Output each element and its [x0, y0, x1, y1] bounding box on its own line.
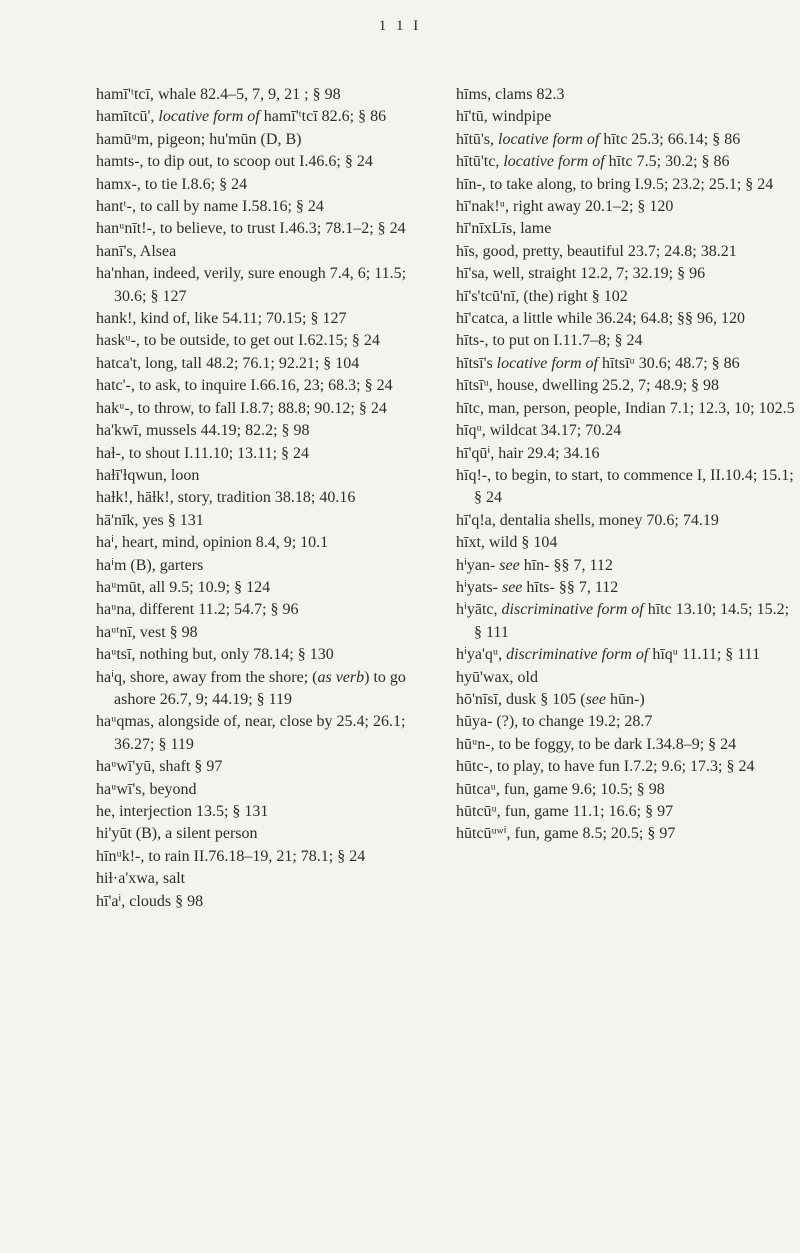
dictionary-entry — [96, 398, 434, 420]
entry-headword: hanī's, — [96, 242, 137, 260]
entry-definition: whale 82.4–5, 7, 9, 21 ; § 98 — [153, 86, 341, 103]
entry-definition: to throw, to fall I.8.7; 88.8; 90.12; § 24 — [133, 399, 387, 417]
dictionary-entry — [456, 330, 800, 352]
entry-definition: to begin, to start, to commence I, II.10.4; 15.1; § 24 — [474, 466, 794, 507]
entry-definition: a little while 36.24; 64.8; §§ 96, 120 — [508, 310, 746, 328]
dictionary-entry — [96, 84, 434, 106]
entry-italic-note: see — [499, 556, 520, 574]
dictionary-entry — [96, 420, 434, 442]
entry-headword: haⁱ, — [96, 534, 118, 552]
entry-headword: hatca't, — [96, 354, 142, 372]
entry-definition: good, pretty, beautiful 23.7; 24.8; 38.21 — [478, 242, 737, 260]
dictionary-entry — [96, 174, 434, 196]
dictionary-entry — [96, 263, 434, 308]
dictionary-entry — [96, 353, 434, 375]
dictionary-entry — [96, 555, 434, 577]
dictionary-entry — [96, 846, 434, 868]
entry-headword: haɫk!, hāɫk!, — [96, 489, 174, 507]
dictionary-entry — [96, 801, 434, 823]
entry-definition: hītc 13.10; 14.5; 15.2; § 111 — [474, 601, 790, 641]
entry-definition: salt — [158, 870, 186, 888]
entry-definition: well, straight 12.2, 7; 32.19; § 96 — [488, 265, 706, 283]
dictionary-entry — [456, 129, 800, 151]
entry-headword: he, — [96, 803, 116, 820]
entry-definition: mussels 44.19; 82.2; § 98 — [141, 422, 310, 440]
entry-headword: hī'nīxLīs, — [456, 220, 517, 238]
dictionary-entry — [96, 129, 434, 151]
entry-definition: pigeon; hu'mūn (D, B) — [153, 130, 302, 148]
entry-headword: hīs, — [456, 242, 479, 260]
entry-definition: lame — [516, 220, 552, 238]
entry-headword: haⁱq, — [96, 668, 126, 686]
entry-headword: haᵘqmas, — [96, 713, 155, 731]
entry-headword: hamx-, — [96, 175, 141, 193]
entry-italic-note: discriminative form of — [501, 601, 644, 619]
entry-definition: loon — [166, 466, 200, 484]
dictionary-entry — [456, 689, 800, 711]
dictionary-entry — [96, 375, 434, 397]
entry-italic-note: discriminative form of — [506, 646, 649, 664]
entry-definition: different 11.2; 54.7; § 96 — [135, 601, 299, 619]
entry-headword: hūtc-, — [456, 758, 493, 776]
entry-headword: hītc, — [456, 399, 484, 417]
entry-definition: clams 82.3 — [491, 86, 565, 103]
entry-definition: hamī'ᵗtcī 82.6; § 86 — [259, 108, 387, 126]
entry-definition: wildcat 34.17; 70.24 — [485, 422, 622, 440]
entry-definition: heart, mind, opinion 8.4, 9; 10.1 — [117, 534, 329, 552]
entry-definition: hītc 7.5; 30.2; § 86 — [604, 153, 730, 171]
entry-headword: hīn-, — [456, 175, 486, 193]
dictionary-entry — [96, 667, 434, 712]
entry-headword: hītū's, — [456, 130, 494, 148]
entry-headword: hamītcū', — [96, 108, 155, 126]
entry-headword: hⁱyan- — [456, 556, 496, 574]
entry-italic-note: as verb — [317, 668, 365, 686]
entry-headword: hakᵘ-, — [96, 399, 134, 417]
entry-definition: to tie I.8.6; § 24 — [140, 175, 248, 193]
entry-headword: hamūᵘm, — [96, 130, 154, 148]
dictionary-entry — [456, 510, 800, 532]
dictionary-entry — [96, 711, 434, 756]
entry-definition: shaft § 97 — [155, 758, 223, 776]
entry-headword: haᵘwī'yū, — [96, 758, 156, 776]
dictionary-entry — [96, 443, 434, 465]
entry-headword: haᵘtsī, — [96, 646, 136, 664]
dictionary-entry — [456, 263, 800, 285]
entry-definition: long, tall 48.2; 76.1; 92.21; § 104 — [141, 354, 360, 372]
dictionary-entry — [456, 801, 800, 823]
entry-definition: a silent person — [161, 825, 258, 843]
entry-definition: garters — [155, 556, 204, 574]
entry-definition: shore, away from the shore; ( — [125, 668, 318, 686]
entry-definition: fun, game 11.1; 16.6; § 97 — [500, 803, 674, 820]
entry-definition: fun, game 9.6; 10.5; § 98 — [499, 780, 665, 798]
dictionary-entry — [96, 577, 434, 599]
dictionary-entry — [456, 353, 800, 375]
dictionary-entry — [456, 599, 800, 644]
dictionary-entry — [96, 779, 434, 801]
dictionary-entry — [456, 756, 800, 778]
entry-headword: hī'catca, — [456, 310, 509, 328]
entry-headword: hi'yūt (B), — [96, 825, 162, 843]
dictionary-entry — [96, 151, 434, 173]
dictionary-entry — [96, 823, 434, 845]
dictionary-entry — [456, 308, 800, 330]
entry-headword: hūya- (?), — [456, 713, 519, 731]
dictionary-entry — [456, 465, 800, 510]
dictionary-entry — [96, 106, 434, 128]
entry-definition: windpipe — [487, 108, 552, 126]
entry-headword: hūtcūᵘʷⁱ, — [456, 825, 511, 843]
entry-definition: dusk § 105 ( — [502, 690, 586, 708]
dictionary-entry — [96, 510, 434, 532]
entry-definition: to dip out, to scoop out I.46.6; § 24 — [143, 153, 373, 171]
entry-definition: right away 20.1–2; § 120 — [509, 198, 674, 216]
dictionary-entry — [456, 779, 800, 801]
entry-headword: hīnᵘk!-, — [96, 847, 145, 865]
dictionary-entry — [456, 667, 800, 689]
entry-definition: story, tradition 38.18; 40.16 — [173, 489, 356, 507]
entry-definition: hīts- §§ 7, 112 — [522, 578, 619, 596]
entry-definition: interjection 13.5; § 131 — [115, 803, 269, 820]
entry-italic-note: see — [585, 690, 606, 708]
entry-headword: hīqᵘ, — [456, 422, 486, 440]
entry-italic-note: locative form of — [498, 130, 600, 148]
dictionary-entry — [96, 487, 434, 509]
dictionary-entry — [456, 174, 800, 196]
entry-definition: dentalia shells, money 70.6; 74.19 — [495, 511, 719, 529]
entry-italic-note: see — [501, 578, 523, 596]
page-number: 1 1 I — [378, 18, 422, 34]
entry-headword: hiɫ·a'xwa, — [96, 870, 159, 888]
entry-headword: ha'kwī, — [96, 422, 142, 440]
entry-headword: hⁱyātc, — [456, 601, 498, 619]
entry-definition: hair 29.4; 34.16 — [494, 444, 600, 462]
entry-definition: to play, to have fun I.7.2; 9.6; 17.3; § 24 — [492, 758, 755, 776]
entry-headword: hī'aⁱ, — [96, 892, 126, 910]
entry-headword: haᵘᵗnī, — [96, 623, 136, 641]
entry-definition: to shout I.11.10; 13.11; § 24 — [124, 444, 310, 462]
entry-definition: yes § 131 — [138, 511, 204, 529]
entry-headword: hīxt, — [456, 534, 485, 552]
entry-headword: hītsīᵘ, — [456, 377, 493, 395]
entry-headword: hītū'tc, — [456, 153, 500, 171]
entry-headword: hank!, — [96, 310, 137, 328]
entry-definition-cont: ) to go ashore 26.7, 9; 44.19; § 119 — [114, 668, 406, 708]
dictionary-entry — [456, 196, 800, 218]
entry-definition: man, person, people, Indian 7.1; 12.3, 10; 102.5 — [484, 399, 795, 417]
entry-headword: hītsī's — [456, 354, 493, 372]
entry-definition: old — [513, 668, 538, 686]
entry-definition: hīqᵘ 11.11; § 111 — [648, 646, 761, 664]
dictionary-entry — [96, 599, 434, 621]
dictionary-entry — [456, 555, 800, 577]
entry-headword: haᵘna, — [96, 601, 136, 619]
entry-headword: hīts-, — [456, 332, 489, 350]
entry-headword: hīq!-, — [456, 466, 492, 484]
entry-definition: hītsīᵘ 30.6; 48.7; § 86 — [597, 354, 740, 372]
dictionary-entry — [456, 151, 800, 173]
entry-definition: hīn- §§ 7, 112 — [519, 556, 613, 574]
dictionary-entry — [456, 644, 800, 666]
dictionary-entry — [456, 711, 800, 733]
entry-definition: Alsea — [136, 242, 177, 260]
entry-headword: hūtcaᵘ, — [456, 780, 500, 798]
entry-definition: beyond — [145, 780, 197, 798]
entry-definition: fun, game 8.5; 20.5; § 97 — [510, 825, 676, 843]
entry-italic-note: locative form of — [158, 108, 260, 126]
dictionary-entry — [96, 891, 434, 913]
entry-definition: alongside of, near, close by 25.4; 26.1; 36.27; § 119 — [114, 713, 406, 753]
entry-headword: haᵘmūt, — [96, 578, 146, 596]
entry-headword: hamts-, — [96, 153, 144, 171]
dictionary-entry — [96, 308, 434, 330]
entry-headword: haskᵘ-, — [96, 332, 140, 350]
dictionary-entry — [456, 823, 800, 845]
entry-headword: haɫī'ɫqwun, — [96, 466, 167, 484]
entry-definition: hītc 25.3; 66.14; § 86 — [599, 130, 741, 148]
dictionary-entry — [456, 241, 800, 263]
dictionary-entry — [96, 532, 434, 554]
entry-headword: hūtcūᵘ, — [456, 803, 501, 820]
entry-headword: hⁱyats- — [456, 578, 498, 596]
entry-headword: hī'tū, — [456, 108, 488, 126]
dictionary-entry — [456, 398, 800, 420]
entry-headword: hatc'-, — [96, 377, 135, 395]
entry-headword: haɫ-, — [96, 444, 125, 462]
entry-headword: hⁱya'qᵘ, — [456, 646, 503, 664]
dictionary-entry — [456, 532, 800, 554]
entry-headword: hamī'ᵗtcī, — [96, 86, 154, 103]
entry-definition: to take along, to bring I.9.5; 23.2; 25.1; § 24 — [485, 175, 774, 193]
dictionary-entry — [456, 577, 800, 599]
entry-definition: clouds § 98 — [125, 892, 204, 910]
entry-italic-note: locative form of — [503, 153, 605, 171]
entry-headword: hī's'tcū'nī, — [456, 287, 520, 305]
left-column — [96, 84, 434, 913]
entry-definition: indeed, verily, sure enough 7.4, 6; 11.5; 30.6; § 127 — [114, 265, 407, 305]
entry-headword: hantᵗ-, — [96, 198, 136, 216]
dictionary-entry — [456, 375, 800, 397]
entry-headword: hī'sa, — [456, 265, 489, 283]
dictionary-entry — [96, 756, 434, 778]
entry-headword: hīms, — [456, 86, 492, 103]
entry-definition: nothing but, only 78.14; § 130 — [135, 646, 334, 664]
dictionary-entry — [456, 443, 800, 465]
entry-definition: all 9.5; 10.9; § 124 — [145, 578, 271, 596]
dictionary-entry — [96, 330, 434, 352]
entry-definition: (the) right § 102 — [519, 287, 628, 305]
entry-definition: to rain II.76.18–19, 21; 78.1; § 24 — [144, 847, 366, 865]
dictionary-entry — [96, 241, 434, 263]
dictionary-entry — [456, 734, 800, 756]
dictionary-entry — [96, 465, 434, 487]
entry-headword: hī'nak!ᵘ, — [456, 198, 509, 216]
entry-headword: hī'q!a, — [456, 511, 496, 529]
entry-definition: to change 19.2; 28.7 — [518, 713, 653, 731]
dictionary-entry — [456, 106, 800, 128]
entry-headword: haᵘwī's, — [96, 780, 146, 798]
dictionary-entry — [96, 218, 434, 240]
entry-definition: to call by name I.58.16; § 24 — [135, 198, 324, 216]
entry-headword: ha'nhan, — [96, 265, 150, 283]
entry-headword: hī'qūⁱ, — [456, 444, 495, 462]
entry-definition: to put on I.11.7–8; § 24 — [488, 332, 643, 350]
dictionary-entry — [96, 196, 434, 218]
dictionary-entry — [456, 84, 800, 106]
entry-definition: to be outside, to get out I.62.15; § 24 — [139, 332, 380, 350]
entry-definition: to believe, to trust I.46.3; 78.1–2; § 24 — [155, 220, 406, 238]
entry-headword: hō'nīsī, — [456, 690, 502, 708]
entry-definition: house, dwelling 25.2, 7; 48.9; § 98 — [492, 377, 720, 395]
entry-headword: hūᵘn-, — [456, 735, 495, 753]
dictionary-entry — [96, 622, 434, 644]
entry-definition-cont: hūn-) — [606, 690, 645, 708]
right-column — [456, 84, 800, 846]
entry-headword: hā'nīk, — [96, 511, 139, 529]
entry-definition: wild § 104 — [484, 534, 558, 552]
dictionary-entry — [96, 644, 434, 666]
dictionary-entry — [456, 420, 800, 442]
entry-italic-note: locative form of — [496, 354, 598, 372]
entry-definition: kind of, like 54.11; 70.15; § 127 — [136, 310, 347, 328]
dictionary-entry — [96, 868, 434, 890]
dictionary-entry — [456, 286, 800, 308]
entry-definition: vest § 98 — [135, 623, 198, 641]
entry-definition: to be foggy, to be dark I.34.8–9; § 24 — [494, 735, 737, 753]
entry-headword: haⁱm (B), — [96, 556, 156, 574]
entry-definition: to ask, to inquire I.66.16, 23; 68.3; § 24 — [134, 377, 393, 395]
entry-headword: hanᵘnīt!-, — [96, 220, 156, 238]
entry-headword: hyū'wax, — [456, 668, 514, 686]
dictionary-entry — [456, 218, 800, 240]
